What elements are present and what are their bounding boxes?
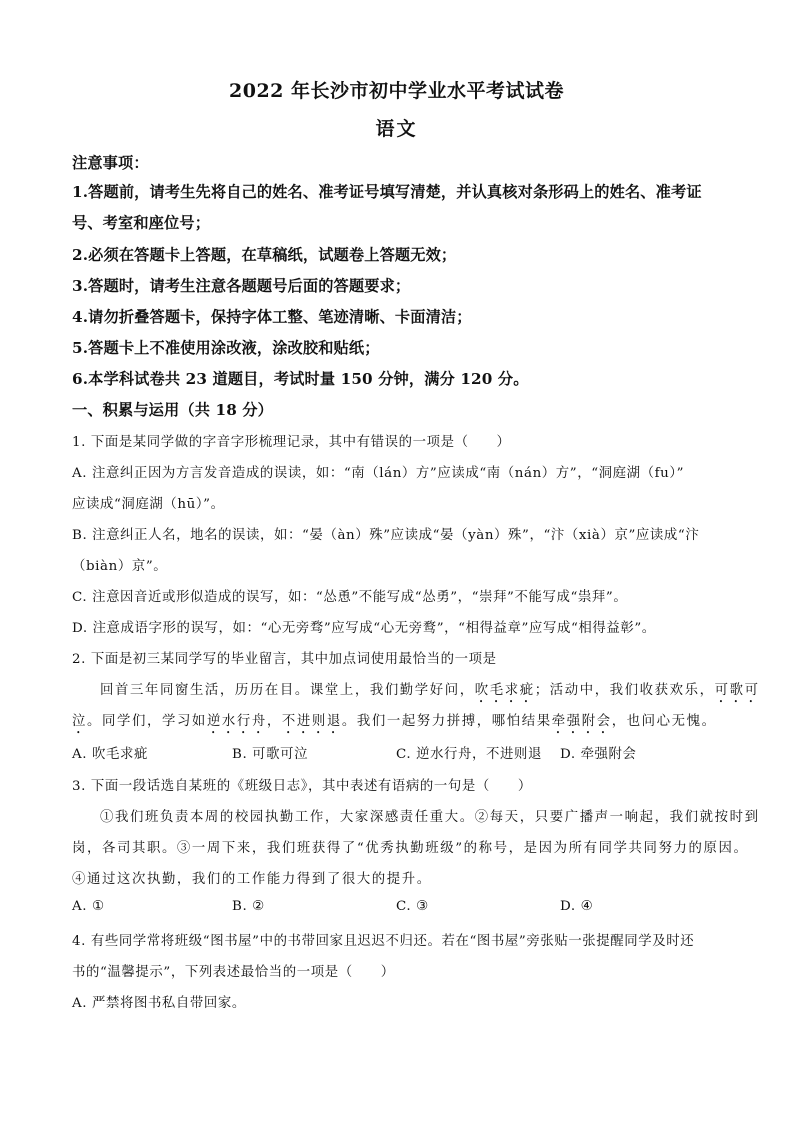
q2-passage-line-1 — [100, 679, 760, 706]
q1-option-d: D. 注意成语字形的误写，如：“心无旁骛”应写成“心无旁鹜”，“相得益章”应写成“相得益彰”。 — [72, 621, 656, 636]
q4-stem-cont: 书的“温馨提示”，下列表述最恰当的一项是（ ） — [72, 965, 395, 980]
q1-option-c: C. 注意因音近或形似造成的误写，如：“怂恿”不能写成“怂勇”，“崇拜”不能写成“祟拜”。 — [72, 590, 628, 605]
q2-option-a: A. 吹毛求疵 — [72, 747, 148, 762]
q3-passage-line-3: ④通过这次执勤，我们的工作能力得到了很大的提升。 — [72, 872, 432, 887]
notice-item-5: 5.答题卡上不准使用涂改液，涂改胶和贴纸； — [72, 339, 380, 357]
q2-passage-text: ；活动中，我们收获欢乐， — [534, 683, 715, 698]
q2-option-b: B. 可歌可泣 — [232, 747, 309, 762]
section-heading: 一、积累与运用（共 18 分） — [72, 401, 274, 419]
q1-option-b: B. 注意纠正人名，地名的误读，如：“晏（àn）殊”应读成“晏（yàn）殊”，“汴（xià）京”应读成“汴 — [72, 528, 700, 543]
q1-option-a: A. 注意纠正因为方言发音造成的误读，如：“南（lán）方”应读成“南（nán）方”，“洞庭湖（fu）” — [72, 466, 685, 481]
q3-passage-line-1: ①我们班负责本周的校园执勤工作，大家深感责任重大。②每天，只要广播声一响起，我们就按时到 — [100, 810, 760, 825]
notice-item-4: 4.请勿折叠答题卡，保持字体工整、笔迹清晰、卡面清洁； — [72, 308, 472, 326]
emphasized-phrase: 吹毛求疵 — [474, 683, 535, 698]
notice-item-1: 1.答题前，请考生先将自己的姓名、准考证号填写清楚，并认真核对条形码上的姓名、准考证 — [72, 183, 702, 201]
emphasized-phrase: 可歌可 — [714, 683, 760, 698]
notice-item-2: 2.必须在答题卡上答题，在草稿纸，试题卷上答题无效； — [72, 246, 457, 264]
q2-passage-line-2 — [72, 710, 717, 737]
q1-stem: 1. 下面是某同学做的字音字形梳理记录，其中有错误的一项是（ ） — [72, 435, 511, 450]
q2-option-c: C. 逆水行舟，不进则退 — [396, 747, 542, 762]
exam-subject: 语文 — [375, 118, 418, 140]
q2-option-d: D. 牵强附会 — [560, 747, 637, 762]
q1-option-a-cont: 应读成“洞庭湖（hū）”。 — [72, 497, 225, 512]
notice-item-1-cont: 号、考室和座位号； — [72, 214, 211, 232]
q2-stem: 2. 下面是初三某同学写的毕业留言，其中加点词使用最恰当的一项是 — [72, 652, 497, 667]
q3-passage-line-2: 岗，各司其职。③一周下来，我们班获得了“优秀执勤班级”的称号，是因为所有同学共同努力的原因。 — [72, 841, 749, 856]
q3-option-a: A. ① — [72, 899, 105, 914]
q1-option-b-cont: （biàn）京”。 — [72, 559, 168, 574]
emphasized-phrase: 泣 — [72, 714, 87, 729]
exam-title: 2022 年长沙市初中学业水平考试试卷 — [229, 80, 564, 102]
q2-passage-text: 。我们一起努力拼搏，哪怕结果 — [341, 714, 552, 729]
q3-option-b: B. ② — [232, 899, 265, 914]
notice-heading: 注意事项： — [72, 154, 149, 172]
emphasized-phrase: 牵强附会 — [551, 714, 612, 729]
q3-option-d: D. ④ — [560, 899, 594, 914]
q3-option-c: C. ③ — [396, 899, 429, 914]
q4-option-a: A. 严禁将图书私自带回家。 — [72, 996, 246, 1011]
notice-item-6: 6.本学科试卷共 23 道题目，考试时量 150 分钟，满分 120 分。 — [72, 370, 529, 388]
notice-item-3: 3.答题时，请考生注意各题题号后面的答题要求； — [72, 277, 411, 295]
q3-stem: 3. 下面一段话选自某班的《班级日志》，其中表述有语病的一句是（ ） — [72, 779, 532, 794]
emphasized-phrase: 逆水行舟，不进则退 — [206, 714, 342, 729]
q2-passage-text: 。同学们，学习如 — [87, 714, 207, 729]
q4-stem: 4. 有些同学常将班级“图书屋”中的书带回家且迟迟不归还。若在“图书屋”旁张贴一张提醒同学及时还 — [72, 934, 695, 949]
q2-passage-text: ，也问心无愧。 — [611, 714, 717, 729]
q2-passage-text: 回首三年同窗生活，历历在目。课堂上，我们勤学好问， — [100, 683, 475, 698]
